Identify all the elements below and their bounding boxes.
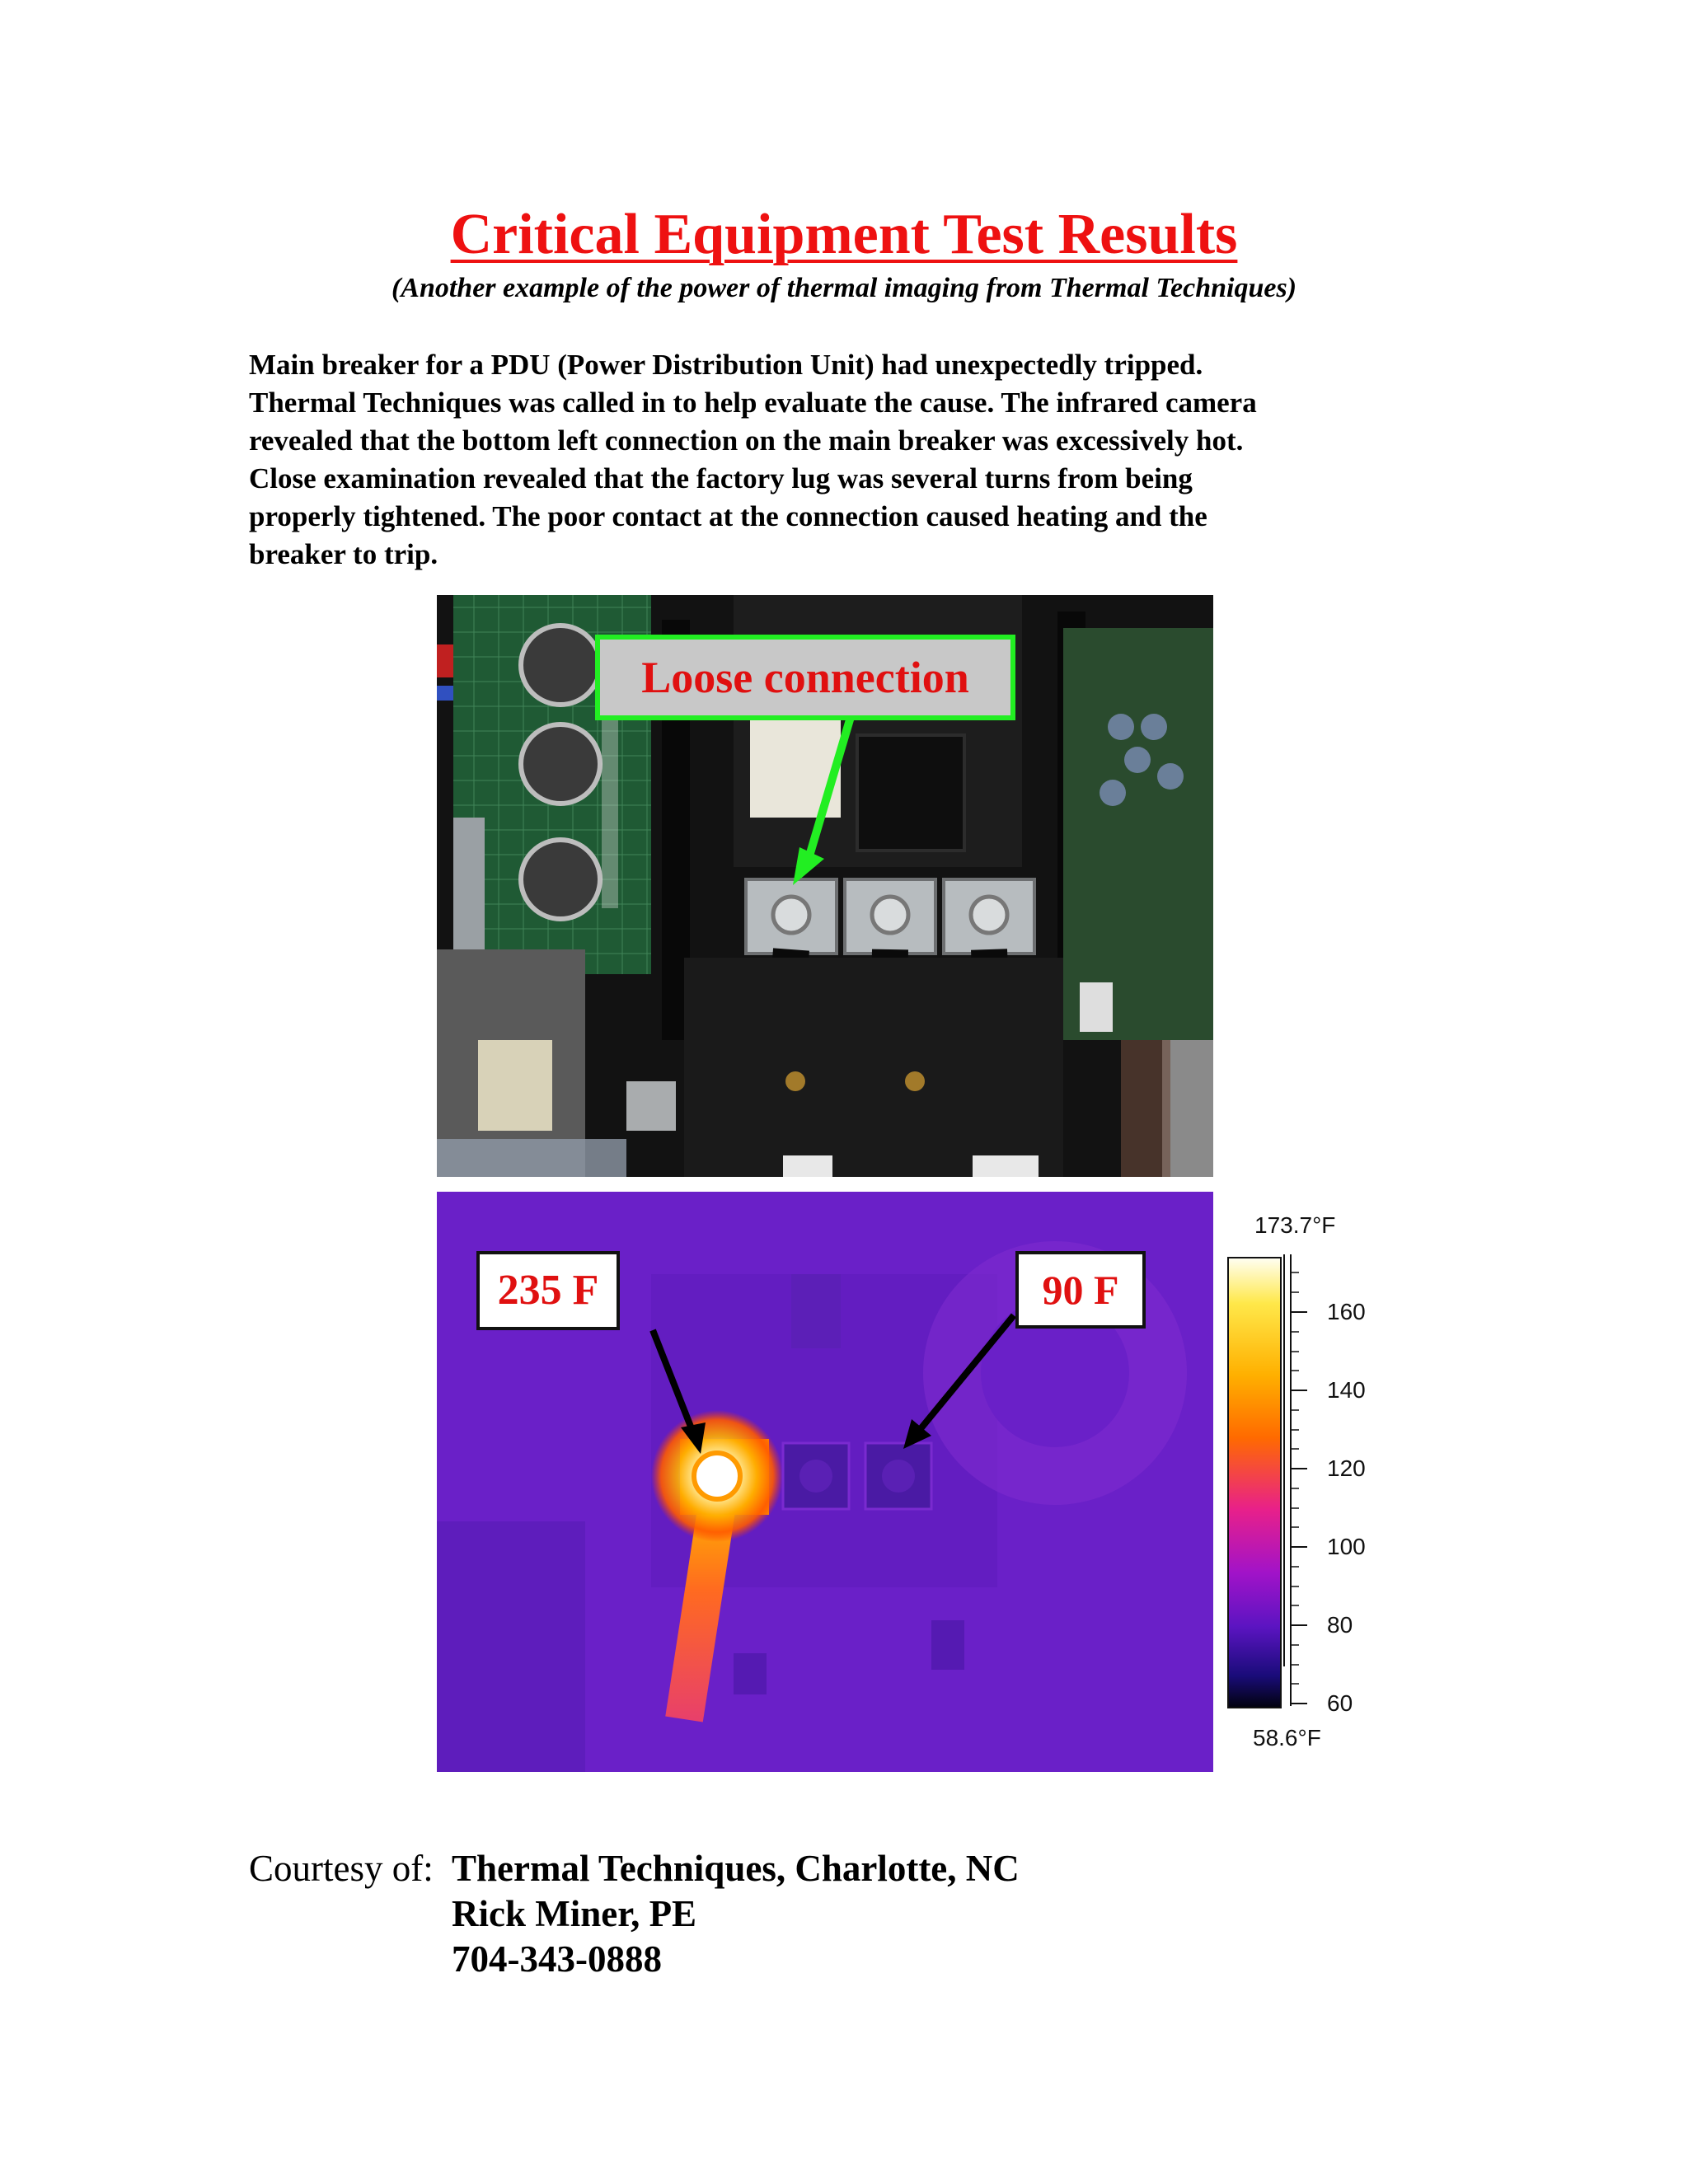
loose-connection-text: Loose connection	[641, 653, 969, 702]
scale-ticks	[1282, 1254, 1315, 1709]
page-subtitle: (Another example of the power of thermal imaging from Thermal Techniques)	[391, 273, 1297, 303]
cool-temp-text: 90 F	[1042, 1267, 1119, 1313]
scale-tick-label: 100	[1327, 1534, 1366, 1559]
contact-name: Rick Miner, PE	[452, 1893, 697, 1934]
body-line: revealed that the bottom left connection on the main breaker was excessively hot.	[249, 424, 1244, 457]
body-line: Main breaker for a PDU (Power Distribution Unit) had unexpectedly tripped.	[249, 349, 1203, 381]
company-name: Thermal Techniques, Charlotte, NC	[452, 1848, 1020, 1889]
cool-temp-label	[1015, 1251, 1146, 1329]
scale-tick-label: 160	[1327, 1299, 1366, 1324]
hot-temp-label	[476, 1251, 620, 1330]
courtesy-label: Courtesy of:	[249, 1848, 434, 1889]
scale-tick-label: 80	[1327, 1612, 1353, 1638]
breaker-photo	[437, 595, 1213, 1177]
scale-max-label: 173.7°F	[1254, 1212, 1336, 1238]
page-title: Critical Equipment Test Results	[450, 203, 1238, 266]
body-paragraph	[249, 346, 1469, 574]
scale-tick-label: 120	[1327, 1455, 1366, 1481]
contact-phone: 704-343-0888	[452, 1938, 662, 1980]
body-line: properly tightened. The poor contact at the connection caused heating and the	[249, 500, 1207, 532]
scale-tick-label: 60	[1327, 1690, 1353, 1716]
loose-connection-label	[595, 635, 1015, 720]
thermal-image	[437, 1192, 1213, 1772]
hot-temp-text: 235 F	[497, 1267, 599, 1314]
body-line: breaker to trip.	[249, 538, 438, 570]
scale-tick-label: 140	[1327, 1377, 1366, 1403]
scale-min-label: 58.6°F	[1253, 1725, 1321, 1750]
body-line: Close examination revealed that the factory lug was several turns from being	[249, 462, 1193, 494]
temperature-scale-bar	[1227, 1257, 1282, 1708]
body-line: Thermal Techniques was called in to help evaluate the cause. The infrared camera	[249, 387, 1257, 419]
